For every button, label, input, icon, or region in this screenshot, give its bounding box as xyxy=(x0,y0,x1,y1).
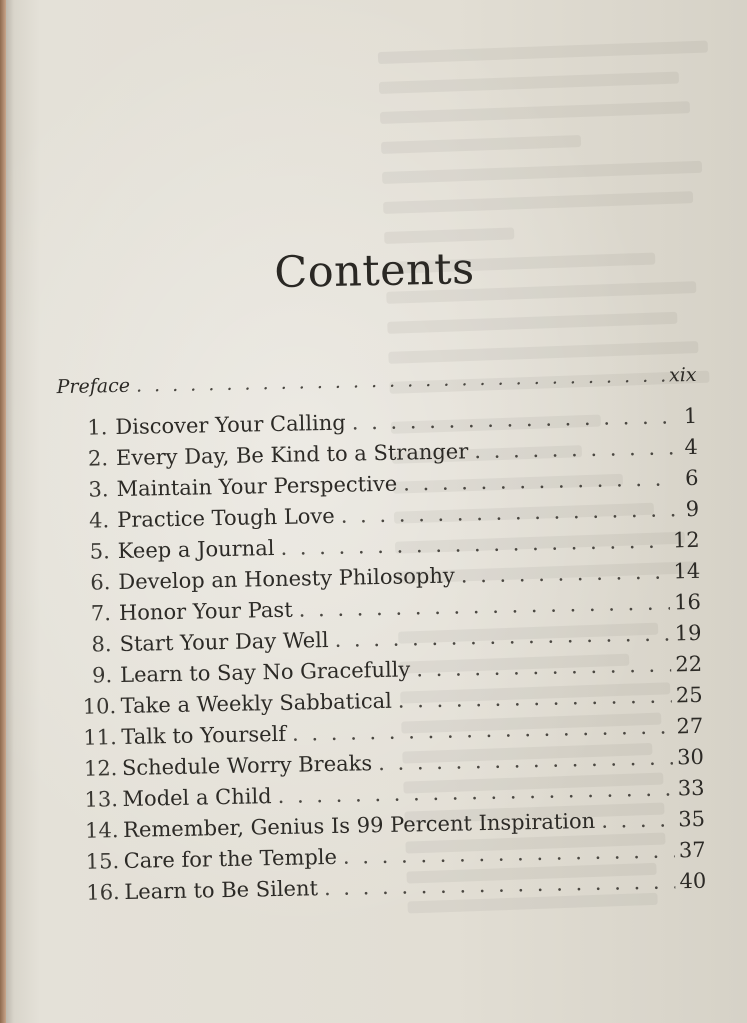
toc-entry-number: 6. xyxy=(90,570,111,595)
toc-entry-label: Every Day, Be Kind to a Stranger xyxy=(115,439,469,471)
toc-entry-number: 8. xyxy=(91,632,112,657)
toc-entry-page: 16 xyxy=(673,589,702,615)
dot-leader xyxy=(398,683,673,712)
toc-entry-label: Schedule Worry Breaks xyxy=(121,751,373,780)
toc-entry-label: Honor Your Past xyxy=(118,597,293,626)
toc-entry-label: Maintain Your Perspective xyxy=(116,471,398,502)
toc-entry-preface xyxy=(56,364,696,406)
dot-leader xyxy=(136,364,665,396)
toc-entry-number: 4. xyxy=(88,508,110,533)
toc-entry-number: 1. xyxy=(87,415,108,440)
dot-leader xyxy=(474,435,674,463)
toc-entry-page: 37 xyxy=(678,837,706,863)
dot-leader xyxy=(416,652,672,681)
toc-entry-label: Remember, Genius Is 99 Percent Inspiration xyxy=(122,808,596,842)
toc-entry-label: Develop an Honesty Philosophy xyxy=(118,563,455,595)
toc-entry-label: Learn to Say No Gracefully xyxy=(119,657,411,688)
toc-entry-page: 40 xyxy=(679,868,707,894)
toc-entry-label: Learn to Be Silent xyxy=(124,876,319,904)
toc-entry-label: Start Your Day Well xyxy=(119,628,329,657)
toc-entry-label: Discover Your Calling xyxy=(115,410,346,440)
toc-entry-page: 35 xyxy=(678,806,706,832)
toc-entry-page: 19 xyxy=(674,620,702,646)
toc-entry-number: 12. xyxy=(83,756,118,781)
toc-entry-number: 14. xyxy=(84,818,119,843)
toc-entry-label: Talk to Yourself xyxy=(121,721,287,749)
toc-entry-number: 2. xyxy=(87,446,109,471)
toc-entry-label: Keep a Journal xyxy=(117,536,275,564)
toc-entry-page: 30 xyxy=(676,744,705,770)
toc-entry-number: 10. xyxy=(82,694,117,719)
toc-entry-label: Practice Tough Love xyxy=(116,503,335,533)
toc-entry-number: 16. xyxy=(86,880,120,905)
dot-leader xyxy=(340,497,675,527)
toc-entry-page: 6 xyxy=(684,465,699,491)
toc-entry-number: 11. xyxy=(83,725,117,750)
toc-entry-page: 27 xyxy=(676,713,704,739)
toc-entry-number: 15. xyxy=(85,849,120,874)
dot-leader xyxy=(403,466,675,495)
dot-leader xyxy=(334,621,671,651)
toc-entry-page: 25 xyxy=(675,682,703,708)
toc-entry-number: 13. xyxy=(84,787,119,812)
toc-entry-number: 7. xyxy=(90,601,112,626)
toc-entry-label: Care for the Temple xyxy=(123,844,338,873)
toc-entry-page: xix xyxy=(668,363,697,387)
dot-leader xyxy=(460,559,669,587)
dot-leader xyxy=(343,838,675,868)
toc-entry-page: 22 xyxy=(675,651,703,677)
dot-leader xyxy=(378,745,673,775)
toc-entry-number: 3. xyxy=(88,477,109,502)
toc-entry-label: Model a Child xyxy=(122,784,272,811)
toc-entry-page: 14 xyxy=(673,558,701,584)
page-title: Contents xyxy=(273,244,476,298)
toc-entry-page: 12 xyxy=(672,527,700,553)
toc-entry-number: 5. xyxy=(89,539,111,564)
toc-entry-page: 4 xyxy=(684,434,699,460)
toc-entry-page: 33 xyxy=(677,775,705,801)
dot-leader xyxy=(601,807,675,832)
toc-entry-label: Preface xyxy=(56,374,131,399)
dot-leader xyxy=(352,404,674,434)
toc-entry-page: 9 xyxy=(685,496,700,522)
toc-entry-label: Take a Weekly Sabbatical xyxy=(120,688,393,719)
toc-entry-number: 9. xyxy=(91,663,113,688)
toc-entry-page: 1 xyxy=(683,403,698,429)
